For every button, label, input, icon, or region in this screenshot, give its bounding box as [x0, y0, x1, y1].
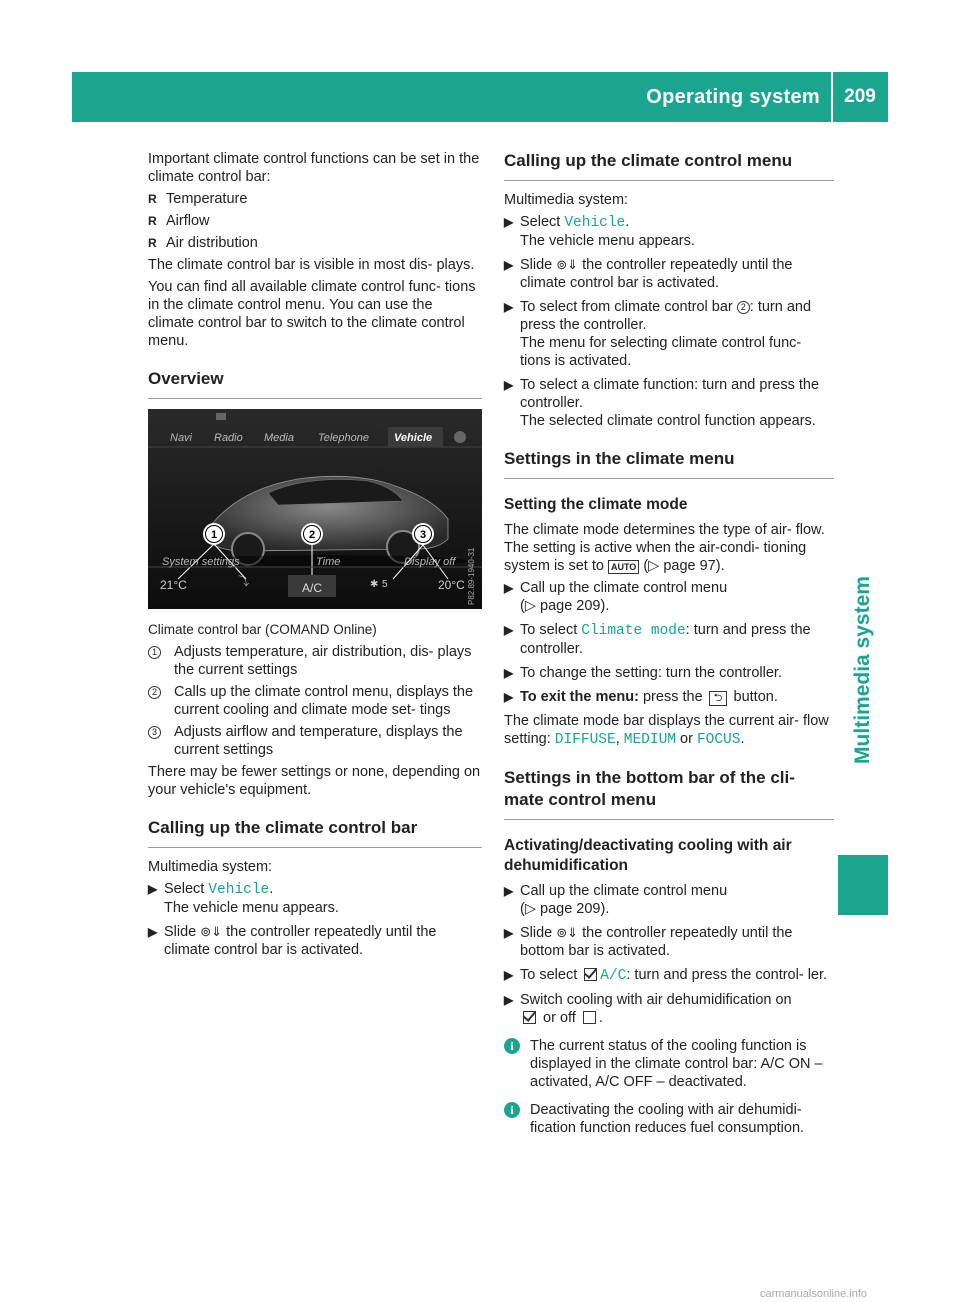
step-result: The menu for selecting climate control func- tions is activated.: [520, 335, 802, 369]
callout-number: 2: [737, 301, 750, 314]
step: ▶ To exit the menu: press the ⮌ button.: [504, 689, 778, 705]
side-tab: [848, 576, 878, 764]
controller-slide-icon: ⊚⇓: [200, 924, 223, 939]
step-arrow-icon: ▶: [504, 300, 514, 314]
figure-code: P82.89-1940-31: [467, 547, 476, 605]
step-arrow-icon: ▶: [504, 666, 514, 680]
legend-number: 3: [148, 726, 161, 739]
svg-text:✱: ✱: [370, 579, 379, 590]
header-divider: [831, 72, 833, 122]
step: ▶ Call up the climate control menu (▷ page 209).: [504, 579, 834, 615]
step: ▶ Call up the climate control menu (▷ page 209).: [504, 882, 834, 918]
legend-text: Adjusts temperature, air distribution, dis- plays the current settings: [174, 644, 472, 678]
page-reference: (▷ page 209).: [520, 901, 610, 917]
page-number: 209: [844, 86, 876, 107]
list-item: R Temperature: [148, 190, 482, 208]
back-button-icon: ⮌: [709, 691, 728, 706]
svg-text:⤵: ⤵: [238, 576, 249, 588]
fan-level: 5: [382, 579, 388, 590]
step-arrow-icon: ▶: [504, 581, 514, 595]
section-heading-bottom-bar: Settings in the bottom bar of the cli- mate control menu: [504, 767, 834, 820]
header-title: Operating system: [646, 86, 820, 108]
step: ▶ To select Climate mode: turn and press the controller.: [504, 622, 811, 657]
checkbox-unchecked-icon: [583, 1011, 596, 1024]
info-note: i The current status of the cooling function is displayed in the climate control bar: A/C ON – activated, A/C OFF – deactivated.: [504, 1037, 834, 1091]
legend-item: [148, 683, 482, 719]
paragraph: The climate control bar is visible in most dis- plays.: [148, 257, 475, 273]
legend-text: Calls up the climate control menu, displays the current cooling and climate mode set- tings: [174, 684, 474, 718]
list-item: R Airflow: [148, 212, 482, 230]
climate-bar-figure: [148, 409, 482, 609]
ac-label: A/C: [301, 581, 323, 595]
footer-watermark: carmanualsonline.info: [760, 1288, 868, 1300]
step-arrow-icon: ▶: [504, 884, 514, 898]
step: ▶ Select Vehicle. The vehicle menu appears.: [148, 880, 482, 917]
bottom-time: Time: [316, 556, 341, 568]
multimedia-label: Multimedia system:: [148, 859, 273, 875]
step-arrow-icon: ▶: [504, 258, 514, 272]
checkbox-checked-icon: [584, 968, 597, 981]
controller-slide-icon: ⊚⇓: [556, 257, 579, 272]
right-column: [504, 150, 834, 1143]
legend-item: [148, 643, 482, 679]
controller-slide-icon: ⊚⇓: [556, 925, 579, 940]
temp-right: 20°C: [438, 578, 465, 592]
menu-media: Media: [264, 432, 294, 444]
climate-mode-link: Climate mode: [581, 623, 686, 639]
ac-link: A/C: [600, 968, 627, 984]
step-arrow-icon: ▶: [504, 690, 514, 704]
info-note: i Deactivating the cooling with air dehumidi- fication function reduces fuel consumption.: [504, 1101, 834, 1137]
step-arrow-icon: ▶: [504, 993, 514, 1007]
callout-3: 3: [419, 529, 427, 541]
step-result: The vehicle menu appears.: [164, 900, 339, 916]
step-arrow-icon: ▶: [504, 378, 514, 392]
paragraph: There may be fewer settings or none, depending on your vehicle's equipment.: [148, 764, 481, 798]
auto-icon: AUTO: [608, 560, 639, 574]
airflow-diffuse: DIFFUSE: [554, 732, 616, 748]
paragraph: The climate mode bar displays the current air- flow setting: DIFFUSE, MEDIUM or FOCUS.: [504, 713, 829, 748]
airflow-medium: MEDIUM: [623, 732, 676, 748]
figure-caption: Climate control bar (COMAND Online): [148, 622, 377, 637]
multimedia-label: Multimedia system:: [504, 192, 629, 208]
step-arrow-icon: ▶: [504, 968, 514, 982]
section-heading-climate-bar: Calling up the climate control bar: [148, 817, 482, 848]
intro-text: Important climate control functions can be set in the climate control bar:: [148, 151, 480, 185]
step: ▶ Switch cooling with air dehumidification on or off .: [504, 992, 792, 1026]
step-arrow-icon: ▶: [148, 882, 158, 896]
subheading-cooling: Activating/deactivating cooling with air dehumidification: [504, 837, 792, 874]
info-icon: i: [504, 1102, 520, 1118]
legend-number: 2: [148, 686, 161, 699]
section-heading-climate-menu: Calling up the climate control menu: [504, 150, 834, 181]
step-result: The vehicle menu appears.: [520, 233, 695, 249]
temp-left: 21°C: [160, 578, 187, 592]
step: ▶ To change the setting: turn the controller.: [504, 665, 782, 681]
menu-telephone: Telephone: [318, 432, 369, 444]
paragraph: You can find all available climate control func- tions in the climate control menu. You can use the climate control bar to switch to the climate control menu.: [148, 279, 476, 349]
step: ▶ Slide ⊚⇓ the controller repeatedly until the climate control bar is activated.: [504, 257, 793, 291]
section-heading-overview: Overview: [148, 368, 482, 399]
callout-2: 2: [308, 529, 316, 541]
callout-1: 1: [210, 529, 218, 541]
bottom-system-settings: System settings: [162, 556, 240, 568]
airflow-focus: FOCUS: [696, 732, 741, 748]
bottom-display-off: Display off: [404, 556, 456, 568]
vehicle-menu-link: Vehicle: [564, 215, 626, 231]
step: ▶ Slide ⊚⇓ the controller repeatedly until the bottom bar is activated.: [504, 925, 793, 959]
menu-radio: Radio: [214, 432, 243, 444]
figure-graphic: [148, 409, 482, 609]
page-reference: (▷ page 209).: [520, 598, 610, 614]
menu-navi: Navi: [170, 432, 193, 444]
vehicle-menu-link: Vehicle: [208, 882, 270, 898]
step-arrow-icon: ▶: [504, 623, 514, 637]
step: ▶ Select Vehicle. The vehicle menu appears.: [504, 213, 834, 250]
legend-number: 1: [148, 646, 161, 659]
info-icon: i: [504, 1038, 520, 1054]
subheading-climate-mode: Setting the climate mode: [504, 496, 688, 513]
section-heading-climate-settings: Settings in the climate menu: [504, 448, 834, 479]
paragraph: The climate mode determines the type of air- flow. The setting is active when the air-condi- tioning system is set to AUTO (▷ page 97).: [504, 522, 825, 574]
step: ▶ To select from climate control bar 2 : turn and press the controller. The menu for selecting climate control func- tions is activated.: [504, 298, 834, 370]
step-arrow-icon: ▶: [148, 925, 158, 939]
list-item: R Air distribution: [148, 234, 482, 252]
legend-item: [148, 723, 482, 759]
step: ▶ Slide ⊚⇓ the controller repeatedly until the climate control bar is activated.: [148, 924, 437, 958]
step: ▶ To select A/C: turn and press the control- ler.: [504, 967, 828, 984]
menu-vehicle: Vehicle: [394, 432, 433, 444]
left-column: [148, 150, 482, 965]
step-arrow-icon: ▶: [504, 215, 514, 229]
checkbox-checked-icon: [523, 1011, 536, 1024]
step-arrow-icon: ▶: [504, 926, 514, 940]
step: ▶ To select a climate function: turn and press the controller. The selected climate control function appears.: [504, 376, 834, 430]
step-result: The selected climate control function appears.: [520, 413, 816, 429]
legend-text: Adjusts airflow and temperature, displays the current settings: [174, 724, 463, 758]
side-tab-marker: [838, 855, 888, 915]
side-tab-label: Multimedia system: [851, 576, 874, 764]
